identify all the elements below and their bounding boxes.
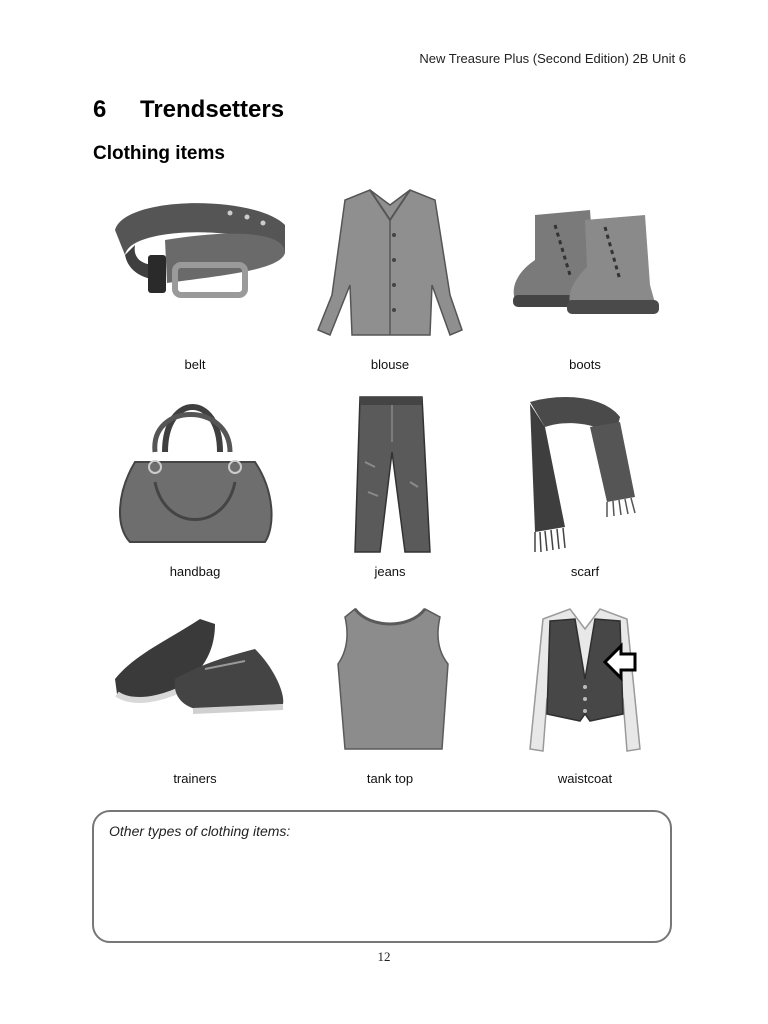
unit-title [93,96,284,124]
scarf-icon [495,392,675,557]
other-items-box[interactable] [92,810,672,943]
clothing-item-belt [100,185,290,385]
item-label: blouse [370,357,410,372]
unit-name: Trendsetters [140,96,285,123]
clothing-item-handbag [100,392,290,592]
item-label: trainers [173,771,217,786]
clothing-grid [100,185,680,795]
page-number: 12 [377,949,391,964]
item-label: belt [184,357,206,372]
item-label: scarf [570,564,600,579]
item-label: waistcoat [557,771,613,786]
other-items-label: Other types of clothing items: [109,823,291,839]
tank-top-icon [300,599,480,764]
boots-icon [495,185,675,350]
item-label: tank top [366,771,414,786]
handbag-icon [105,392,285,557]
belt-icon [105,185,285,350]
clothing-item-tank-top [295,599,485,799]
clothing-item-scarf [490,392,680,592]
item-label: jeans [374,564,406,579]
clothing-item-waistcoat [490,599,680,799]
clothing-item-blouse [295,185,485,385]
jeans-icon [300,392,480,557]
unit-number: 6 [93,96,107,123]
trainers-icon [105,599,285,764]
section-title: Clothing items [93,143,225,164]
waistcoat-icon [495,599,675,764]
clothing-item-boots [490,185,680,385]
item-label: handbag [169,564,221,579]
clothing-item-jeans [295,392,485,592]
item-label: boots [569,357,601,372]
clothing-item-trainers [100,599,290,799]
blouse-icon [300,185,480,350]
book-header: New Treasure Plus (Second Edition) 2B Unit 6 [419,51,686,66]
